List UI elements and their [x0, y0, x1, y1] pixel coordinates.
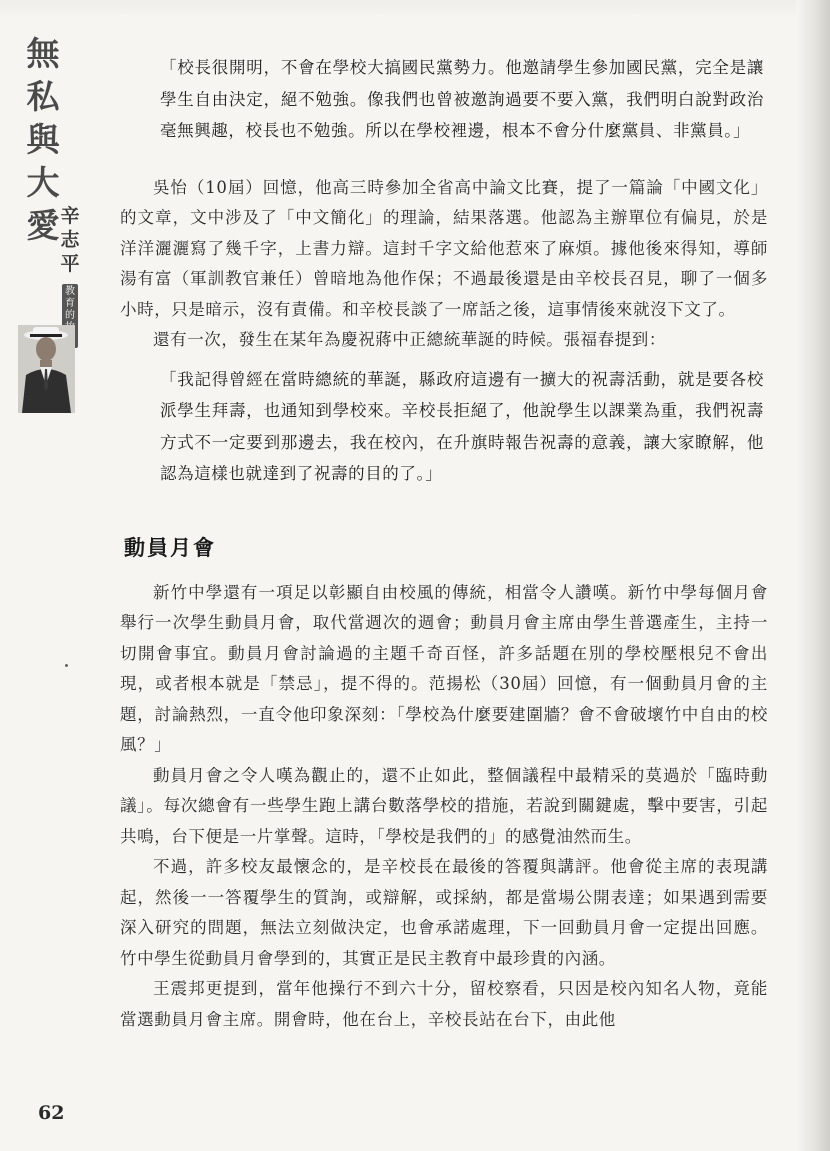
page-gutter-shadow	[796, 0, 830, 1151]
book-title-char: 大	[26, 163, 60, 202]
body-paragraph: 還有一次，發生在某年為慶祝蔣中正總統華誕的時候。張福春提到：	[153, 330, 666, 349]
page-number: 62	[38, 1102, 65, 1124]
quote-block: 「我記得曾經在當時總統的華誕，縣政府這邊有一擴大的祝壽活動，就是要各校派學生拜壽，也通知到學校來。辛校長拒絕了，他說學生以課業為重，我們祝壽方式不一定要到那邊去，我在校內，在升旗時報告祝壽的意義，讓大家瞭解，他認為這樣也就達到了祝壽的目的了。」	[160, 369, 764, 483]
author-name-char: 辛	[60, 205, 80, 227]
margin-mark	[65, 664, 68, 667]
body-paragraph: 不過，許多校友最懷念的，是辛校長在最後的答覆與講評。他會從主席的表現講起，然後一一答覆學生的質詢，或辯解，或採納，都是當場公開表達；如果遇到需要深入研究的問題，無法立刻做決定，也會承諾處理，下一回動員月會一定提出回應。竹中學生從動員月會學到的，其實正是民主教育中最珍貴的內涵。	[120, 857, 768, 968]
page-content	[120, 52, 768, 1035]
body-paragraph: 吳怡（10屆）回憶，他高三時參加全省高中論文比賽，提了一篇論「中國文化」的文章，文中涉及了「中文簡化」的理論，結果落選。他認為主辦單位有偏見，於是洋洋灑灑寫了幾千字，上書力辯。這封千字文給他惹來了麻煩。據他後來得知，導師湯有富（軍訓教官兼任）曾暗地為他作保；不過最後還是由辛校長召見，聊了一個多小時，只是暗示，沒有責備。和辛校長談了一席話之後，這事情後來就沒下文了。	[120, 177, 768, 319]
book-title-char: 與	[26, 120, 60, 159]
page-top-shadow	[0, 0, 830, 18]
book-title-vertical	[24, 32, 80, 322]
body-paragraph: 新竹中學還有一項足以彰顯自由校風的傳統，相當令人讚嘆。新竹中學每個月會舉行一次學生動員月會，取代當週次的週會；動員月會主席由學生普選產生，主持一切開會事宜。動員月會討論過的主題千奇百怪，許多話題在別的學校壓根兒不會出現，或者根本就是「禁忌」，提不得的。范揚松（30屆）回憶，有一個動員月會的主題，討論熱烈，一直令他印象深刻：「學校為什麼要建圍牆？會不會破壞竹中自由的校風？」	[120, 582, 768, 754]
section-heading: 動員月會	[124, 535, 216, 560]
author-name-char: 志	[60, 229, 80, 251]
author-name	[60, 204, 80, 276]
author-portrait	[18, 325, 75, 413]
quote-block: 「校長很開明，不會在學校大搞國民黨勢力。他邀請學生參加國民黨，完全是讓學生自由決定，絕不勉強。像我們也曾被邀詢過要不要入黨，我們明白說對政治毫無興趣，校長也不勉強。所以在學校裡邊，根本不會分什麼黨員、非黨員。」	[160, 58, 764, 140]
author-portrait-image	[18, 325, 75, 413]
book-subtitle: 教育的	[62, 284, 78, 348]
book-title-char: 無	[26, 34, 60, 73]
book-title-char: 私	[26, 77, 60, 116]
book-title	[24, 32, 62, 247]
author-name-char: 平	[60, 253, 80, 275]
book-title-char: 愛	[26, 206, 60, 245]
body-paragraph: 動員月會之令人嘆為觀止的，還不止如此，整個議程中最精采的莫過於「臨時動議」。每次總會有一些學生跑上講台數落學校的措施，若說到關鍵處，擊中要害，引起共鳴，台下便是一片掌聲。這時，「學校是我們的」的感覺油然而生。	[120, 765, 768, 846]
body-paragraph: 王震邦更提到，當年他操行不到六十分，留校察看，只因是校內知名人物，竟能當選動員月會主席。開會時，他在台上，辛校長站在台下，由此他	[120, 979, 768, 1029]
